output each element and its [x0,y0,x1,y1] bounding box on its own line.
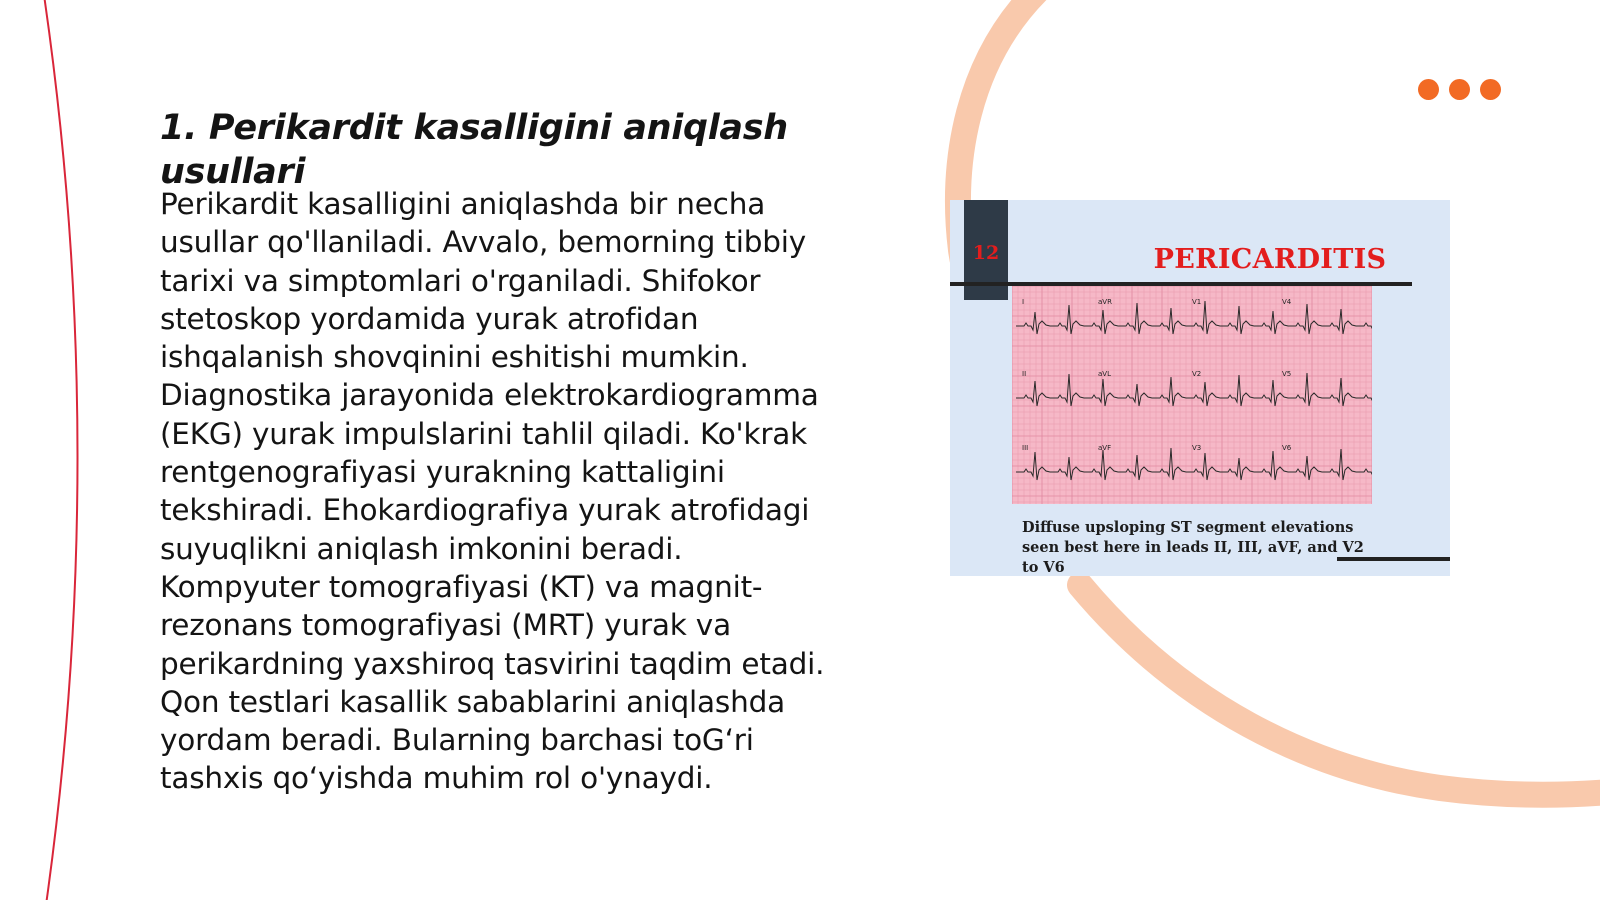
ecg-lead-label: III [1022,444,1029,452]
decorative-peach-arc-lower [1080,585,1600,795]
ecg-lead-label: V2 [1192,370,1202,378]
orange-dot-icon [1449,79,1470,100]
decorative-left-red-line [44,0,78,900]
figure-caption-rule [1337,557,1450,561]
ecg-lead-label: aVF [1098,444,1112,452]
orange-dot-icon [1480,79,1501,100]
ecg-lead-label: II [1022,370,1027,378]
ecg-lead-label: aVL [1098,370,1111,378]
dots-decoration [1418,79,1518,101]
ecg-lead-label: V3 [1192,444,1202,452]
ecg-lead-label: V4 [1282,298,1292,306]
pericarditis-ecg-figure [950,200,1450,576]
ecg-lead-label: V6 [1282,444,1292,452]
orange-dot-icon [1418,79,1439,100]
figure-title: PERICARDITIS [1153,244,1387,275]
figure-number: 12 [972,242,1000,264]
figure-caption: Diffuse upsloping ST segment elevations seen best here in leads II, III, aVF, and V2 to V6 [1022,519,1364,576]
ecg-lead-label: I [1022,298,1025,306]
slide-title: 1. Perikardit kasalligini aniqlash usullari [160,108,788,192]
slide-body-text: Perikardit kasalligini aniqlashda bir necha usullar qo'llaniladi. Avvalo, bemorning tibbiy tarixi va simptomlari o'rganiladi. Shifokor stetoskop yordamida yurak atrofidan ishqalanish shovqinini eshitishi mumkin. Diagnostika jarayonida elektrokardiogramma (EKG) yurak impulslarini tahlil qiladi. Ko'krak rentgenografiyasi yurakning kattaligini tekshiradi. Ehokardiografiya yurak atrofidagi suyuqlikni aniqlash imkonini beradi. Kompyuter tomografiyasi (KT) va magnit-rezonans tomografiyasi (MRT) yurak va perikardning yaxshiroq tasvirini taqdim etadi. Qon testlari kasallik sabablarini aniqlashda yordam beradi. Bularning barchasi toG‘ri tashxis qo‘yishda muhim rol o'ynaydi. [160,187,825,796]
ecg-lead-label: aVR [1098,298,1112,306]
ecg-strip-image [1012,286,1372,504]
ecg-lead-label: V1 [1192,298,1202,306]
ecg-lead-label: V5 [1282,370,1292,378]
